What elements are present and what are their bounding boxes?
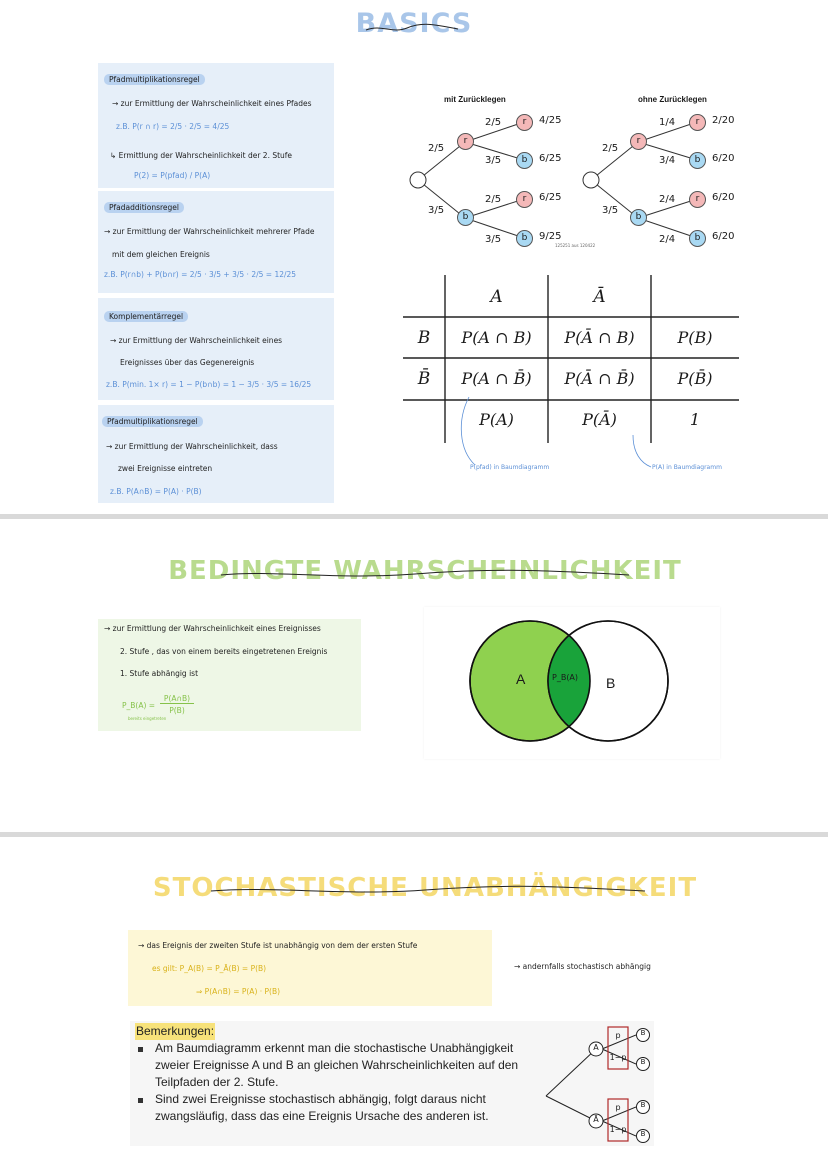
tree-node-a: A (593, 1043, 599, 1052)
tree-node-b: B (640, 1029, 646, 1037)
prob-label: 2/5 (485, 194, 502, 205)
prob-label: 3/5 (485, 234, 502, 245)
rule-box-2 (98, 191, 334, 293)
table-cell: P(Ā ∩ B̄) (564, 369, 635, 388)
bullet-icon (138, 1098, 143, 1103)
node-r: r (689, 191, 706, 208)
tree-left-title: mit Zurücklegen (444, 95, 506, 104)
tree-prob-q: 1−p (609, 1125, 627, 1134)
tree-diagrams (400, 105, 760, 250)
annotation-arrows (455, 395, 655, 475)
table-header: A (490, 287, 503, 307)
node-b: b (689, 230, 706, 247)
table-cell: P(B) (677, 328, 713, 347)
rule-text: mit dem gleichen Ereignis (112, 250, 210, 259)
stoch-formula: ⇒ P(A∩B) = P(A) · P(B) (196, 987, 281, 996)
node-r: r (516, 114, 533, 131)
title-scribble (215, 566, 635, 582)
result-label: 6/25 (539, 153, 562, 164)
bedingt-formula-note: bereits eingetreten (128, 716, 167, 721)
tree-prob-p: p (615, 1031, 621, 1040)
row-header: B (417, 328, 431, 348)
bedingt-text: → zur Ermittlung der Wahrscheinlichkeit eines Ereignisses (104, 624, 321, 633)
table-cell: P(A ∩ B) (461, 328, 532, 347)
prob-label: 2/4 (659, 234, 676, 245)
bedingt-formula-den: P(B) (169, 706, 185, 715)
rule-box-1 (98, 63, 334, 188)
rule-heading: Pfadmultiplikationsregel (102, 416, 203, 427)
rule-text: → zur Ermittlung der Wahrscheinlichkeit mehrerer Pfade (104, 227, 315, 236)
tree-right-title: ohne Zurücklegen (638, 95, 707, 104)
tree-node-bbar: B̄ (640, 1130, 646, 1138)
stoch-side-note: → andernfalls stochastisch abhängig (514, 962, 651, 971)
prob-label: 3/4 (659, 155, 676, 166)
result-label: 6/20 (712, 153, 735, 164)
result-label: 6/25 (539, 192, 562, 203)
title-scribble (205, 882, 650, 898)
rule-text: → zur Ermittlung der Wahrscheinlichkeit eines (110, 336, 283, 345)
remark-item: Am Baumdiagramm erkennt man die stochastische Unabhängigkeit zweier Ereignisse A und B an gleichen Wahrscheinlichkeiten auf den Teilpfaden der 2. Stufe. (155, 1041, 519, 1089)
row-header: B̄ (417, 369, 431, 389)
result-label: 2/20 (712, 115, 735, 126)
rule-box-4 (98, 405, 334, 503)
node-b: b (516, 230, 533, 247)
rule-text: zwei Ereignisse eintreten (118, 464, 213, 473)
result-label: 9/25 (539, 231, 562, 242)
node-r: r (457, 133, 474, 150)
bedingt-formula-lhs: P_B(A) = (122, 701, 156, 710)
node-b: b (457, 209, 474, 226)
tiny-note: 125251 aus 120422 (555, 243, 596, 248)
tree-node-abar: Ā (593, 1115, 599, 1124)
table-cell: P(Ā) (582, 410, 617, 429)
tree-node-b: B (640, 1101, 646, 1109)
rule-example: z.B. P(A∩B) = P(A) · P(B) (110, 487, 202, 496)
stoch-box (128, 930, 492, 1006)
table-cell: P(Ā ∩ B) (564, 328, 635, 347)
rule-example: z.B. P(r ∩ r) = 2/5 · 2/5 = 4/25 (116, 122, 230, 131)
tree-prob-p: p (615, 1103, 621, 1112)
section-divider (0, 514, 828, 519)
rule-heading: Pfadmultiplikationsregel (104, 74, 205, 85)
annotation-left: P(pfad) in Baumdiagramm (470, 464, 550, 471)
stoch-formula: es gilt: P_A(B) = P_Ā(B) = P(B) (152, 964, 267, 973)
prob-label: 3/5 (485, 155, 502, 166)
remarks-panel (130, 1021, 654, 1146)
bedingt-title: BEDINGTE WAHRSCHEINLICHKEIT (168, 556, 682, 586)
tree-prob-q: 1−p (609, 1053, 627, 1062)
title-scribble (362, 20, 462, 36)
rule-box-3 (98, 298, 334, 400)
node-r: r (630, 133, 647, 150)
node-r: r (516, 191, 533, 208)
rule-text: → zur Ermittlung der Wahrscheinlichkeit, dass (106, 442, 278, 451)
venn-diagram (424, 607, 720, 759)
basics-title: BASICS (355, 8, 473, 39)
venn-label-mid: P_B(A) (552, 673, 579, 682)
result-label: 6/20 (712, 192, 735, 203)
venn-label-a: A (516, 671, 526, 687)
stoch-text: → das Ereignis der zweiten Stufe ist unabhängig von dem der ersten Stufe (138, 941, 418, 950)
stoch-title: STOCHASTISCHE UNABHÄNGIGKEIT (152, 873, 698, 903)
bedingt-box (98, 619, 361, 731)
tree-node-bbar: B̄ (640, 1058, 646, 1066)
rule-text: → zur Ermittlung der Wahrscheinlichkeit eines Pfades (112, 99, 312, 108)
result-label: 4/25 (539, 115, 562, 126)
rule-text: Ereignisses über das Gegenereignis (120, 358, 255, 367)
rule-formula: P(2) = P(pfad) / P(A) (134, 171, 211, 180)
venn-label-b: B (606, 675, 616, 691)
rule-example: z.B. P(r∩b) + P(b∩r) = 2/5 · 3/5 + 3/5 · 2/5 = 12/25 (104, 270, 297, 279)
table-header: Ā (593, 287, 606, 307)
prob-label: 2/5 (485, 117, 502, 128)
prob-label: 1/4 (659, 117, 676, 128)
node-b: b (516, 152, 533, 169)
node-b: b (689, 152, 706, 169)
remarks-title: Bemerkungen: (136, 1024, 215, 1038)
annotation-right: P(A) in Baumdiagramm (652, 464, 722, 471)
prob-label: 2/5 (602, 143, 619, 154)
node-r: r (689, 114, 706, 131)
table-cell: 1 (689, 410, 701, 429)
rule-example: z.B. P(min. 1× r) = 1 − P(b∩b) = 1 − 3/5 · 3/5 = 16/25 (106, 380, 312, 389)
bedingt-formula-num: P(A∩B) (160, 694, 194, 704)
rule-text: ↳ Ermittlung der Wahrscheinlichkeit der 2. Stufe (110, 151, 293, 160)
rule-heading: Komplementärregel (104, 311, 188, 322)
bullet-icon (138, 1047, 143, 1052)
prob-label: 3/5 (428, 205, 445, 216)
node-b: b (630, 209, 647, 226)
rule-heading: Pfadadditionsregel (104, 202, 184, 213)
remark-item: Sind zwei Ereignisse stochastisch abhängig, folgt daraus nicht zwangsläufig, dass das eine Ereignis Ursache des anderen ist. (155, 1092, 489, 1123)
prob-label: 3/5 (602, 205, 619, 216)
section-divider (0, 832, 828, 837)
venn-panel (424, 607, 720, 759)
independence-tree (540, 1021, 654, 1146)
bedingt-text: 2. Stufe , das von einem bereits eingetretenen Ereignis (120, 647, 328, 656)
prob-label: 2/5 (428, 143, 445, 154)
table-cell: P(A) (479, 410, 514, 429)
prob-label: 2/4 (659, 194, 676, 205)
table-cell: P(B̄) (677, 369, 713, 388)
result-label: 6/20 (712, 231, 735, 242)
bedingt-text: 1. Stufe abhängig ist (120, 669, 199, 678)
table-cell: P(A ∩ B̄) (461, 369, 532, 388)
